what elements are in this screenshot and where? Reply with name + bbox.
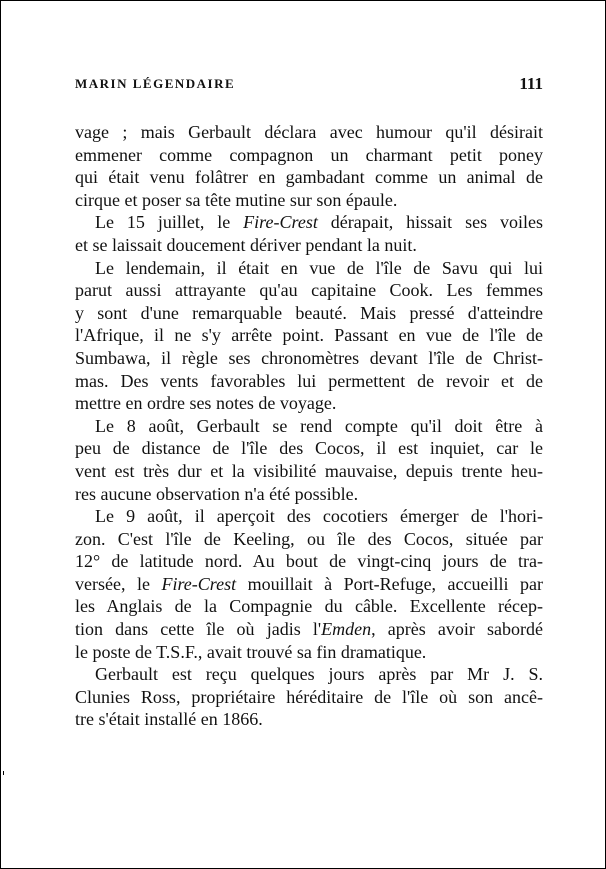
paragraph-3 bbox=[75, 257, 543, 415]
text-fragment: tion dans cette île où jadis l' bbox=[75, 619, 322, 640]
ship-name: Fire-Crest bbox=[243, 212, 318, 233]
text-line: mas. Des vents favorables lui permettent de revoir et de bbox=[75, 370, 543, 391]
text-line: le poste de T.S.F., avait trouvé sa fin dramatique. bbox=[75, 641, 427, 662]
text-fragment: et bbox=[75, 234, 93, 255]
ship-name: Fire-Crest bbox=[161, 573, 237, 594]
text-line bbox=[75, 234, 543, 257]
margin-mark bbox=[3, 771, 4, 775]
text-line: vent est très dur et la visibilité mauvaise, depuis trente heu- bbox=[75, 460, 543, 481]
paragraph-1 bbox=[75, 121, 543, 211]
text-line: mettre en ordre ses notes de voyage. bbox=[75, 393, 337, 414]
text-line: l'Afrique, il ne s'y arrête point. Passant en vue de l'île de bbox=[75, 325, 543, 346]
paragraph-4 bbox=[75, 415, 543, 505]
text-line bbox=[75, 211, 543, 234]
text-fragment: dérapait, hissait ses voiles bbox=[317, 212, 543, 233]
running-title: MARIN LÉGENDAIRE bbox=[75, 76, 236, 91]
page-number: 111 bbox=[519, 74, 543, 93]
text-line bbox=[75, 618, 543, 641]
text-fragment: , après avoir sabordé bbox=[371, 619, 543, 640]
text-line: Le 9 août, il aperçoit des cocotiers émerger de l'hori- bbox=[95, 506, 543, 527]
text-line: emmener comme compagnon un charmant petit poney bbox=[75, 144, 543, 165]
body-text bbox=[75, 121, 543, 731]
text-line: Clunies Ross, propriétaire héréditaire de l'île où son ancê- bbox=[75, 686, 543, 707]
text-line: Le lendemain, il était en vue de l'île de Savu qui lui bbox=[95, 257, 543, 278]
text-line: Le 8 août, Gerbault se rend compte qu'il doit être à bbox=[95, 415, 543, 436]
text-line bbox=[75, 573, 543, 596]
text-line: Gerbault est reçu quelques jours après par Mr J. S. bbox=[95, 664, 543, 685]
text-fragment: versée, le bbox=[75, 573, 162, 594]
text-line: qui était venu folâtrer en gambadant comme un animal de bbox=[75, 167, 543, 188]
paragraph-6 bbox=[75, 663, 543, 731]
text-line: parut aussi attrayante qu'au capitaine Cook. Les femmes bbox=[75, 280, 543, 301]
text-fragment: Le 15 juillet, le bbox=[95, 212, 244, 233]
ship-name: Emden bbox=[321, 619, 372, 640]
text-fragment: se laissait doucement dériver pendant la nuit. bbox=[92, 234, 417, 255]
text-line: Sumbawa, il règle ses chronomètres devant l'île de Christ- bbox=[75, 347, 543, 368]
text-line: y sont d'une remarquable beauté. Mais pressé d'atteindre bbox=[75, 302, 543, 323]
text-line: res aucune observation n'a été possible. bbox=[75, 483, 359, 504]
text-line: vage ; mais Gerbault déclara avec humour qu'il désirait bbox=[75, 122, 543, 142]
text-line: tre s'était installé en 1866. bbox=[75, 709, 263, 730]
text-line: zon. C'est l'île de Keeling, ou île des Cocos, située par bbox=[75, 528, 543, 549]
paragraph-2 bbox=[75, 211, 543, 256]
paragraph-5 bbox=[75, 505, 543, 663]
text-fragment: mouillait à Port-Refuge, accueilli par bbox=[236, 573, 543, 594]
text-line: peu de distance de l'île des Cocos, il est inquiet, car le bbox=[75, 438, 543, 459]
text-line: les Anglais de la Compagnie du câble. Excellente récep- bbox=[75, 596, 543, 617]
text-line: 12° de latitude nord. Au bout de vingt-cinq jours de tra- bbox=[75, 551, 543, 572]
text-line: cirque et poser sa tête mutine sur son épaule. bbox=[75, 189, 398, 210]
